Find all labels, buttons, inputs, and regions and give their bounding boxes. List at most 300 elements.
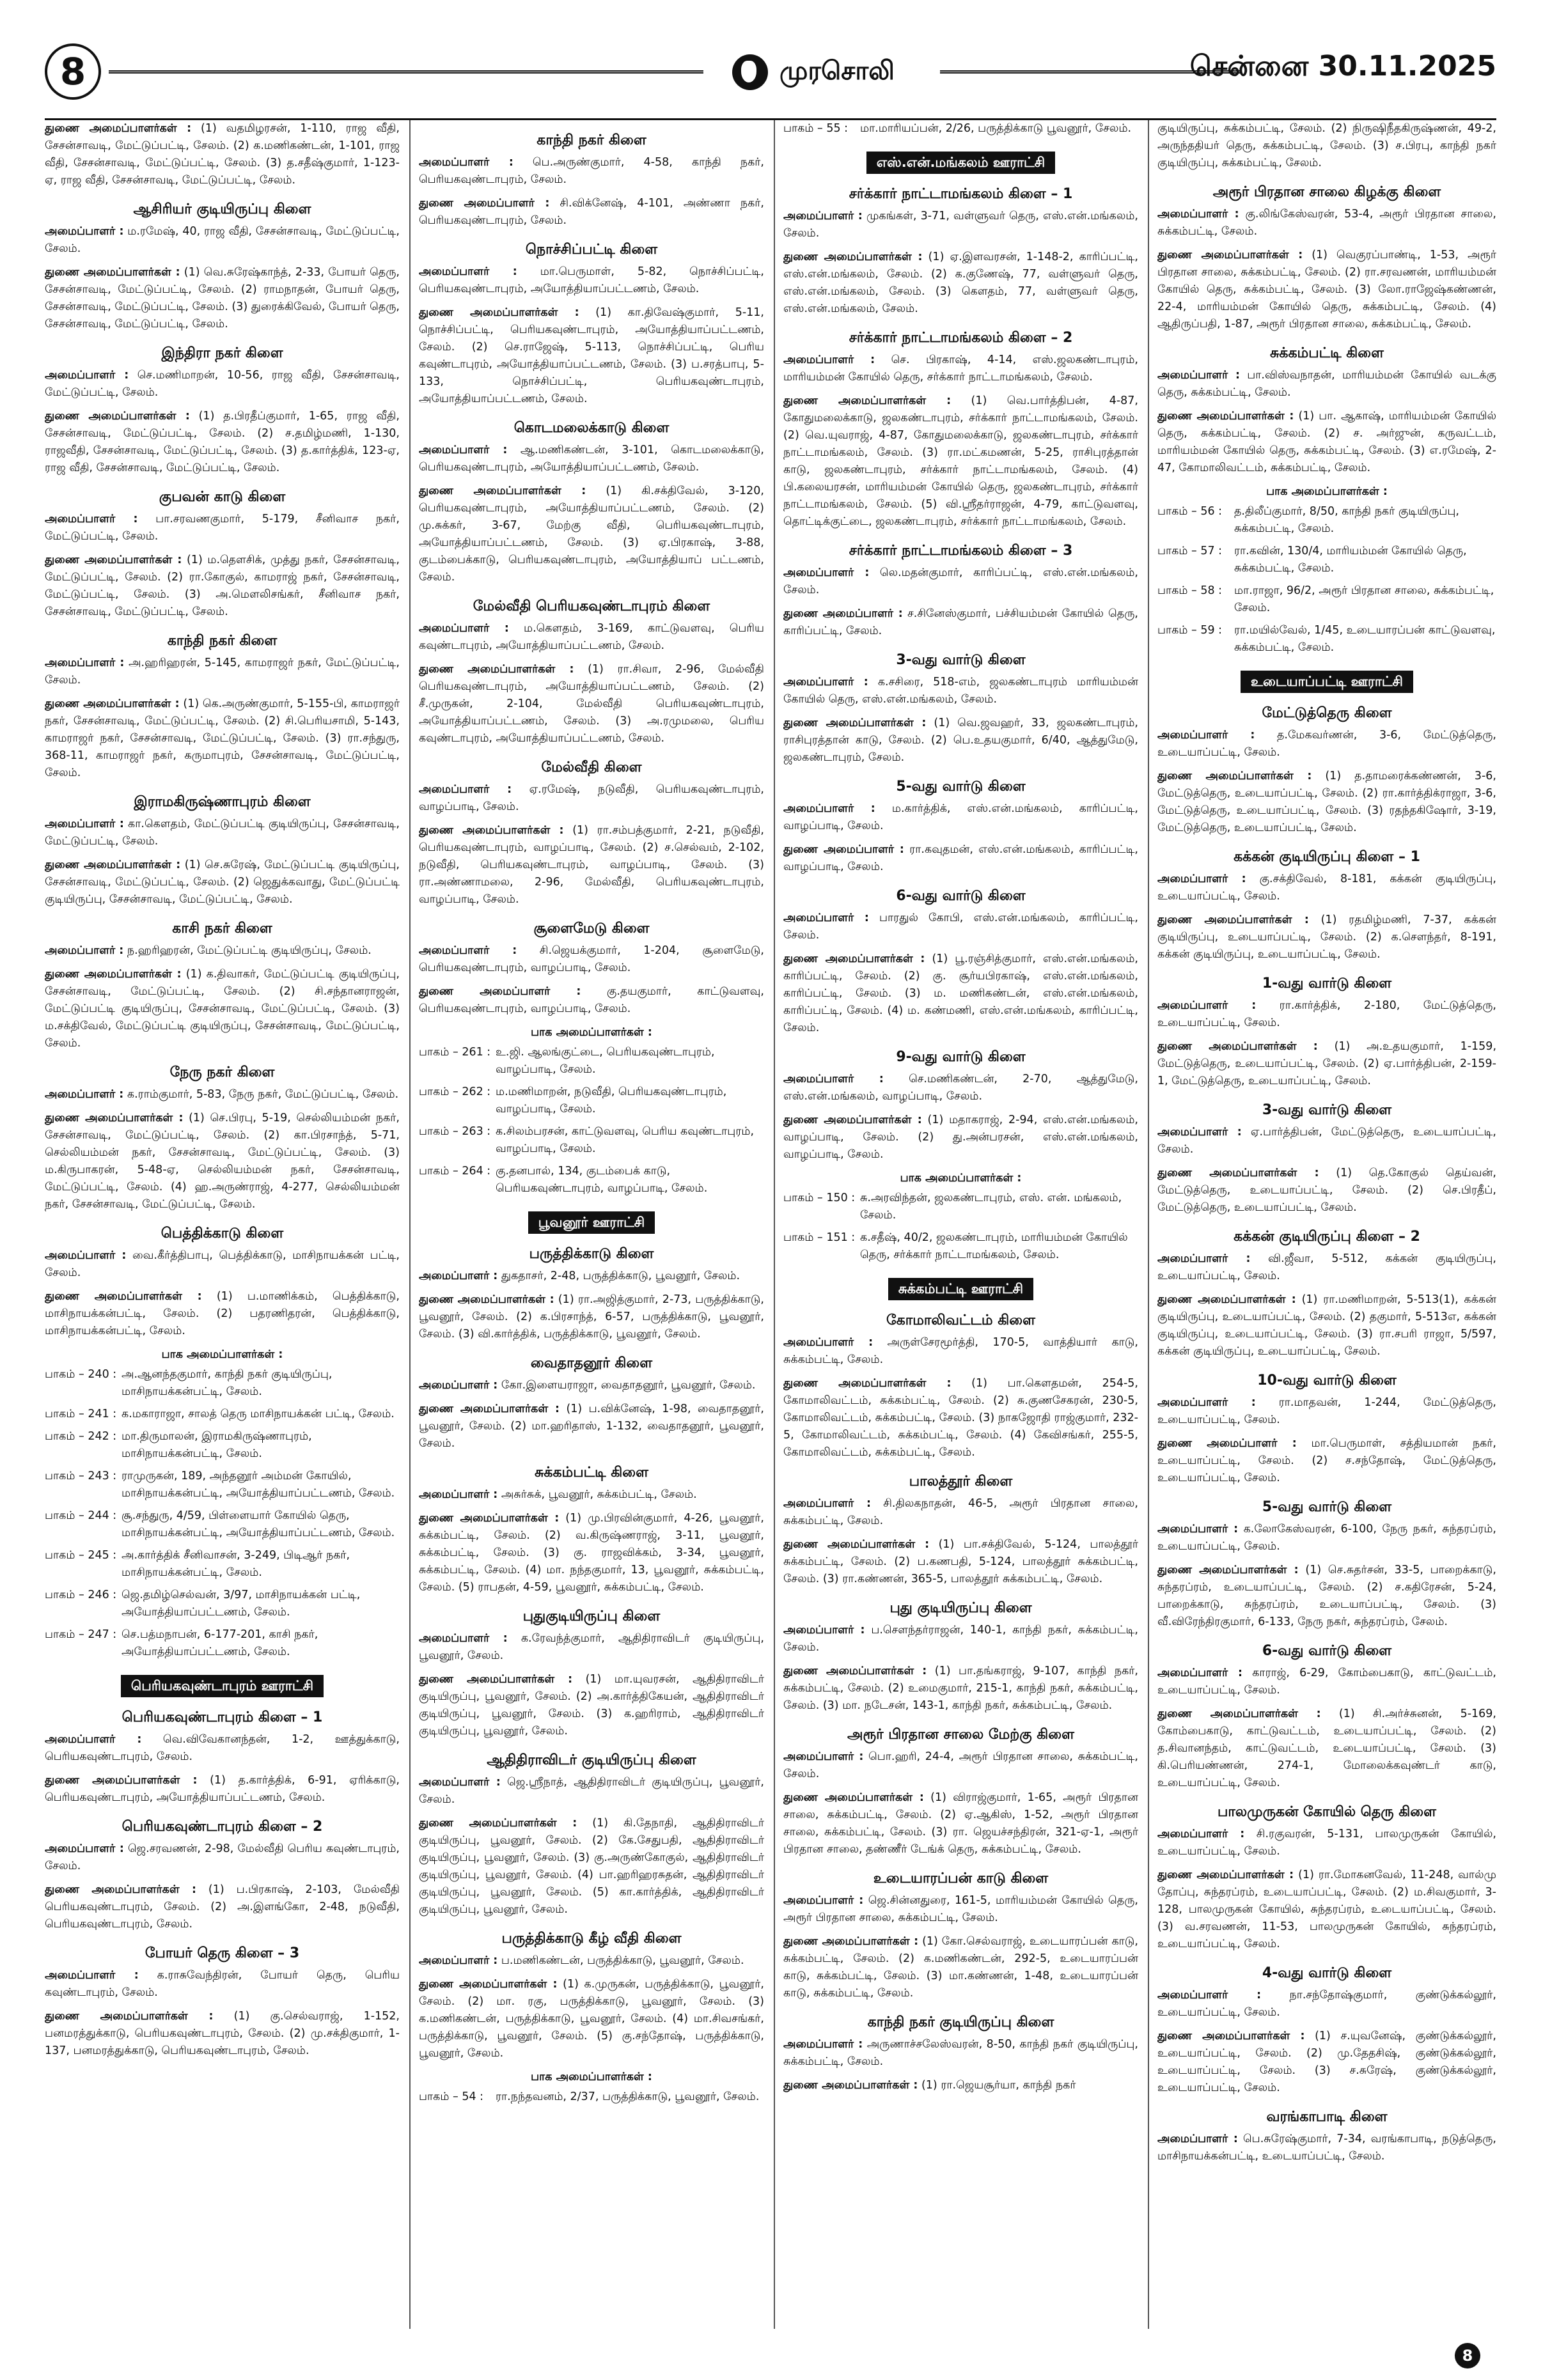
entry <box>45 1110 400 1213</box>
entry <box>45 816 400 850</box>
section-heading: நொச்சிப்பட்டி கிளை <box>525 242 658 258</box>
role-label: துணை அமைப்பாளர்கள் : <box>45 968 182 981</box>
section-heading: சுக்கம்பட்டி கிளை <box>535 1465 648 1481</box>
role-label: அமைப்பாளர் : <box>1157 1126 1242 1139</box>
booth-organizer: சு.அரவிந்தன், ஜலகண்டாபுரம், எஸ். என். மங்கலம், சேலம். <box>860 1192 1122 1222</box>
role-label: அமைப்பாளர் : <box>45 1088 124 1101</box>
entry <box>1157 2131 1496 2165</box>
role-label: துணை அமைப்பாளர்கள் : <box>783 717 927 729</box>
role-label: துணை அமைப்பாளர் : <box>783 843 904 856</box>
booth-organizer: மா.ராஜா, 96/2, அரூர் பிரதான சாலை, சுக்கம்பட்டி, சேலம். <box>1234 584 1494 614</box>
booth-number: பாகம் – 243 : <box>45 1470 117 1482</box>
entry <box>45 367 400 401</box>
entry <box>1157 206 1496 240</box>
entry <box>419 781 764 816</box>
entry-text: (1) ரா.சம்பத்குமார், 2-21, நடுவீதி, பெரியகவுண்டாபுரம், வாழப்பாடி, சேலம். (2) ச.செல்வம், 2-102, நடுவீதி, பெரியகவுண்டாபுரம், வாழப்பாடி, சேலம். (3) ரா.அண்ணாமலை, 2-96, மேல்வீதி, பெரியகவுண்டாபுரம், வாழப்பாடி, சேலம். <box>419 824 764 906</box>
role-label: அமைப்பாளர் : <box>45 657 125 669</box>
role-label: துணை அமைப்பாளர்கள் : <box>783 953 925 965</box>
entry <box>45 223 400 258</box>
column-divider <box>774 120 775 2329</box>
role-label: துணை அமைப்பாளர்கள் : <box>45 1112 184 1124</box>
entry <box>45 1731 400 1766</box>
role-label: துணை அமைப்பாளர்கள் : <box>783 394 952 407</box>
entry-text: ஜெ.ஸ்ரீநாத், ஆதிதிராவிடர் குடியிருப்பு, பூவனூர், சேலம். <box>419 1776 764 1806</box>
booth-entry <box>45 1547 400 1582</box>
page-header <box>45 38 1496 105</box>
booth-number: பாகம் – 241 : <box>45 1408 117 1420</box>
section-heading: காசி நகர் கிளை <box>172 921 272 937</box>
role-label: துணை அமைப்பாளர்கள் : <box>1157 1564 1299 1576</box>
entry-text: நா.சந்தோஷ்குமார், குண்டுக்கல்லூர், உடையாப்பட்டி, சேலம். <box>1157 1989 1496 2019</box>
entry-text: க.ரேவந்த்குமார், ஆதிதிராவிடர் குடியிருப்பு, பூவனூர், சேலம். <box>419 1632 764 1662</box>
role-label: அமைப்பாளர் : <box>419 1270 498 1282</box>
section-heading: கோமாலிவட்டம் கிளை <box>886 1312 1035 1328</box>
entry-text: வெ.விவேகானந்தன், 1-2, ஊத்துக்காடு, பெரியகவுண்டாபுரம், சேலம். <box>45 1733 400 1763</box>
role-label: துணை அமைப்பாளர்கள் : <box>783 251 923 263</box>
role-label: அமைப்பாளர் : <box>1157 1252 1251 1265</box>
role-label: அமைப்பாளர் : <box>419 444 508 456</box>
role-label: அமைப்பாளர் : <box>45 513 138 525</box>
entry-text: அ.ஹரிஹரன், 5-145, காமராஜர் நகர், மேட்டுப்பட்டி, சேலம். <box>45 657 400 687</box>
entry-text: (1) மதாகராஜ், 2-94, எஸ்.என்.மங்கலம், வாழப்பாடி, சேலம். (2) து.அன்பரசன், எஸ்.என்.மங்கலம், வாழப்பாடி, சேலம். <box>783 1114 1138 1161</box>
booth-entry <box>45 1468 400 1502</box>
section-heading: கொடமலைக்காடு கிளை <box>513 420 670 436</box>
entry-text: பா.விஸ்வநாதன், மாரியம்மன் கோயில் வடக்கு தெரு, சுக்கம்பட்டி, சேலம். <box>1157 369 1496 399</box>
entry <box>1157 1665 1496 1699</box>
column-3 <box>783 120 1138 2329</box>
section-heading: 5-வது வார்டு கிளை <box>896 779 1026 795</box>
entry-text: (1) கெ.அருண்குமார், 5-155-பி, காமராஜர் நகர், சேசன்சாவடி, மேட்டுப்பட்டி, சேலம். (2) சி.பெரியசாமி, 5-143, காமராஜர் நகர், சேசன்சாவடி, மேட்டுப்பட்டி, சேலம். (3) ரா.சந்துரு, 368-11, காமராஜர் நகர், கருமாபுரம், சேசன்சாவடி, மேட்டுப்பட்டி, சேலம். <box>45 697 400 779</box>
entry-text: ரா.மாதவன், 1-244, மேட்டுத்தெரு, உடையாப்பட்டி, சேலம். <box>1157 1396 1496 1426</box>
entry-text: குடியிருப்பு, சுக்கம்பட்டி, சேலம். (2) நிருஷிநீதகிருஷ்ணன், 49-2, அருந்ததியர் தெரு, சுக்கம்பட்டி, சேலம். (3) ச.பிரபு, காந்தி நகர் குடியிருப்பு, சுக்கம்பட்டி, சேலம். <box>1157 122 1496 169</box>
entry <box>783 1622 1138 1656</box>
booth-organizer: செ.பத்மநாபன், 6-177-201, காசி நகர், அயோத்தியாப்பட்டணம், சேலம். <box>121 1628 318 1658</box>
entry-text: (1) பா. ஆகாஷ், மாரியம்மன் கோயில் தெரு, சுக்கம்பட்டி, சேலம். (2) ச. அர்ஜுன், கருவட்டம், மாரியம்மன் கோயில் தெரு, சுக்கம்பட்டி, சேலம். (3) எ.ரமேஷ், 2-47, கோமாலிவட்டம், சுக்கம்பட்டி, சேலம். <box>1157 410 1496 474</box>
entry-text: த.மேகவர்ணன், 3-6, மேட்டுத்தெரு, உடையாப்பட்டி, சேலம். <box>1157 729 1496 759</box>
entry-text: (1) கி.தேநாதி, ஆதிதிராவிடர் குடியிருப்பு, பூவனூர், சேலம். (2) கே.சேதுபதி, ஆதிதிராவிடர் குடியிருப்பு, பூவனூர், சேலம். (3) கு.அருண்கோகுல், ஆதிதிராவிடர் குடியிருப்பு, பூவனூர், சேலம். (4) பா.ஹரிஹரசுதன், ஆதிதிராவிடர் குடியிருப்பு, பூவனூர், சேலம். (5) கா.கார்த்திக், ஆதிதிராவிடர் குடியிருப்பு, பூவனூர், சேலம். <box>419 1817 764 1916</box>
booth-entry <box>45 1366 400 1401</box>
entry <box>419 1952 764 1970</box>
entry <box>783 1933 1138 2002</box>
booth-entry <box>45 1587 400 1621</box>
section-heading: அரூர் பிரதான சாலை மேற்கு கிளை <box>847 1727 1074 1743</box>
section-heading: குபவன் காடு கிளை <box>159 489 286 505</box>
role-label: துணை அமைப்பாளர்கள் : <box>419 306 579 319</box>
entry-text: பெ.அருண்குமார், 4-58, காந்தி நகர், பெரியகவுண்டாபுரம், சேலம். <box>419 156 764 186</box>
role-label: அமைப்பாளர் : <box>1157 729 1255 742</box>
entry-text: (1) வெ.ஜவஹர், 33, ஜலகண்டாபுரம், ராசிபுரத்தான் காடு, சேலம். (2) பெ.உதயகுமார், 6/40, ஆத்துமேடு, ஜலகண்டாபுரம், சேலம். <box>783 717 1138 764</box>
entry-text: (1) பா.சக்திவேல், 5-124, பாலத்தூர் சுக்கம்பட்டி, சேலம். (2) ப.கணபதி, 5-124, பாலத்தூர் சுக்கம்பட்டி, சேலம். (3) ரா.கண்ணன், 365-5, பாலத்தூர் சுக்கம்பட்டி, சேலம். <box>783 1538 1138 1585</box>
role-label: அமைப்பாளர் : <box>419 783 512 796</box>
section-heading: போயர் தெரு கிளை – 3 <box>145 1945 300 1961</box>
booth-entry <box>419 1084 764 1118</box>
entry <box>1157 367 1496 401</box>
entry <box>419 442 764 476</box>
booth-number: பாகம் – 151 : <box>783 1231 856 1244</box>
entry <box>1157 1521 1496 1555</box>
column-divider <box>1148 120 1149 2329</box>
entry <box>45 696 400 782</box>
role-label: அமைப்பாளர் : <box>419 1954 498 1967</box>
entry <box>419 1291 764 1343</box>
role-label: அமைப்பாளர் : <box>1157 1828 1245 1840</box>
role-label: துணை அமைப்பாளர்கள் : <box>419 663 574 676</box>
role-label: துணை அமைப்பாளர்கள் : <box>419 1673 573 1686</box>
entry <box>45 511 400 545</box>
booth-organizer: கு.தனபால், 134, குடம்பைக் காடு, பெரியகவுண்டாபுரம், வாழப்பாடி, சேலம். <box>496 1165 708 1195</box>
entry-text: (1) பூ.ரஞ்சித்குமார், எஸ்.என்.மங்கலம், காரிப்பட்டி, சேலம். (2) கு. சூர்யபிரகாஷ், எஸ்.என்.மங்கலம், காரிப்பட்டி, சேலம். (3) ம. மணிகண்டன், எஸ்.என்.மங்கலம், காரிப்பட்டி, சேலம். (4) ம. கண்மணி, எஸ்.என்.மங்கலம், காரிப்பட்டி, சேலம். <box>783 953 1138 1034</box>
role-label: துணை அமைப்பாளர்கள் : <box>1157 1293 1296 1306</box>
section-heading: புது குடியிருப்பு கிளை <box>889 1600 1032 1616</box>
entry <box>419 1976 764 2062</box>
section-heading: மேட்டுத்தெரு கிளை <box>1262 705 1392 721</box>
entry-text: (1) வெ.சுரேஷ்காந்த், 2-33, போயர் தெரு, சேசன்சாவடி, மேட்டுப்பட்டி, சேலம். (2) ராமநாதன், போயர் தெரு, சேசன்சாவடி, மேட்டுப்பட்டி, சேலம். (3) துரைக்கிவேல், போயர் தெரு, சேசன்சாவடி, மேட்டுப்பட்டி, சேலம். <box>45 266 400 331</box>
entry <box>783 352 1138 386</box>
section-heading: சர்க்கார் நாட்டாமங்கலம் கிளை – 1 <box>849 186 1073 202</box>
entry <box>419 1268 764 1285</box>
section-heading: வைதாதனூர் கிளை <box>530 1355 653 1371</box>
entry-text: (1) ரதமிழ்மணி, 7-37, கக்கன் குடியிருப்பு, உடையாப்பட்டி, சேலம். (2) க.செளந்தர், 8-191, கக்கன் குடியிருப்பு, உடையாப்பட்டி, சேலம். <box>1157 914 1496 961</box>
panchayat-banner: எஸ்.என்.மங்கலம் ஊராட்சி <box>866 152 1055 174</box>
role-label: துணை அமைப்பாளர்கள் : <box>419 485 586 497</box>
entry <box>783 564 1138 599</box>
entry-text: பெ.சுரேஷ்குமார், 7-34, வரங்காபாடி, நடுத்தெரு, மாசிநாயக்கன்பட்டி, உடையாப்பட்டி, சேலம். <box>1157 2133 1496 2163</box>
entry-text: ப.மணிகண்டன், பருத்திக்காடு, பூவனூர், சேலம். <box>501 1954 744 1967</box>
section-heading: பருத்திக்காடு கீழ் வீதி கிளை <box>501 1931 682 1947</box>
paper-name: முரசொலி <box>779 56 895 86</box>
role-label: துணை அமைப்பாளர்கள் : <box>419 824 564 837</box>
entry-text: (1) பா.தங்கராஜ், 9-107, காந்தி நகர், சுக்கம்பட்டி, சேலம். (2) உமைகுமார், 215-1, காந்தி நகர், சுக்கம்பட்டி, சேலம். (3) மா. நடேசன், 143-1, காந்தி நகர், சுக்கம்பட்டி, சேலம். <box>783 1665 1138 1712</box>
section-heading: இந்திரா நகர் கிளை <box>161 345 283 361</box>
entry <box>783 715 1138 766</box>
role-label: துணை அமைப்பாளர்கள் : <box>45 122 192 135</box>
entry <box>1157 1165 1496 1217</box>
entry-text: (1) அ.உதயகுமார், 1-159, மேட்டுத்தெரு, உடையாப்பட்டி, சேலம். (2) ஏ.பார்த்திபன், 2-159-1, மேட்டுத்தெரு, உடையாப்பட்டி, சேலம். <box>1157 1040 1496 1087</box>
entry-text: செ. பிரகாஷ், 4-14, எஸ்.ஜலகண்டாபுரம், மாரியம்மன் கோயில் தெரு, சர்க்கார் நாட்டாமங்கலம், சேலம். <box>783 354 1138 384</box>
entry <box>1157 1394 1496 1429</box>
entry-text: பா.சரவணகுமார், 5-179, சீனிவாச நகர், மேட்டுப்பட்டி, சேலம். <box>45 513 400 543</box>
entry <box>783 841 1138 876</box>
role-label: அமைப்பாளர் : <box>783 1624 865 1637</box>
section-heading: சர்க்கார் நாட்டாமங்கலம் கிளை – 3 <box>849 543 1073 559</box>
section-heading: 6-வது வார்டு கிளை <box>896 888 1026 904</box>
entry <box>45 942 400 960</box>
booth-organizer: ரா.கவின், 130/4, மாரியம்மன் கோயில் தெரு, சுக்கம்பட்டி, சேலம். <box>1234 545 1467 575</box>
entry-text: ஜெ.சின்னதுரை, 161-5, மாரியம்மன் கோயில் தெரு, அரூர் பிரதான சாலை, சுக்கம்பட்டி, சேலம். <box>783 1894 1138 1924</box>
entry-text: (1) க.திவாகர், மேட்டுப்பட்டி குடியிருப்பு, சேசன்சாவடி, மேட்டுப்பட்டி, சேலம். (2) சி.சந்தானராஜன், மேட்டுப்பட்டி குடியிருப்பு, சேசன்சாவடி, மேட்டுப்பட்டி, சேலம். (3) ம.சக்திவேல், மேட்டுப்பட்டி குடியிருப்பு, சேசன்சாவடி, மேட்டுப்பட்டி, சேலம். <box>45 968 400 1050</box>
section-heading: ஆசிரியர் குடியிருப்பு கிளை <box>133 201 311 217</box>
role-label: துணை அமைப்பாளர்கள் : <box>45 266 180 279</box>
booth-number: பாகம் – 57 : <box>1157 545 1223 557</box>
entry-text: க.ராம்குமார், 5-83, நேரு நகர், மேட்டுப்பட்டி, சேலம். <box>127 1088 399 1101</box>
role-label: துணை அமைப்பாளர்கள் : <box>419 1817 577 1830</box>
entry <box>419 154 764 189</box>
booth-number: பாகம் – 56 : <box>1157 505 1223 518</box>
role-label: அமைப்பாளர் : <box>783 1894 864 1907</box>
section-heading: பெரியகவுண்டாபுரம் கிளை – 1 <box>121 1709 323 1725</box>
role-label: அமைப்பாளர் : <box>45 1249 127 1262</box>
role-label: துணை அமைப்பாளர்கள் : <box>783 1377 952 1390</box>
entry-text: (1) கி.சக்திவேல், 3-120, பெரியகவுண்டாபுரம், அயோத்தியாப்பட்டணம், சேலம். (2) மு.சுக்கர், 3-67, மேற்கு வீதி, பெரியகவுண்டாபுரம், அயோத்தியாப்பட்டணம், சேலம். (3) ஏ.பிரகாஷ், 3-88, குடம்பைக்காடு, பெரியகவுண்டாபுரம், அயோத்தியாப் பட்டணம், சேலம். <box>419 485 764 584</box>
entry <box>1157 1867 1496 1953</box>
entry-text: (1) தெ.கோகுல் தெய்வன், மேட்டுத்தெரு, உடையாப்பட்டி, சேலம். (2) செ.பிரதீப், மேட்டுத்தெரு, உடையாப்பட்டி, சேலம். <box>1157 1167 1496 1214</box>
entry <box>1157 997 1496 1032</box>
column-4 <box>1157 120 1496 2329</box>
entry <box>1157 871 1496 905</box>
entry <box>419 1630 764 1665</box>
booth-organizer: அ.ஆனந்தகுமார், காந்தி நகர் குடியிருப்பு, மாசிநாயக்கன்பட்டி, சேலம். <box>121 1368 333 1398</box>
role-label: துணை அமைப்பாளர்கள் : <box>1157 1040 1318 1053</box>
section-heading: உடையாரப்பன் காடு கிளை <box>873 1871 1049 1886</box>
header-rule-left <box>109 70 703 74</box>
role-label: அமைப்பாளர் : <box>1157 1989 1262 2002</box>
booth-number: பாகம் – 150 : <box>783 1192 856 1204</box>
entry <box>45 655 400 689</box>
role-label: அமைப்பாளர் : <box>1157 1667 1242 1679</box>
entry <box>783 951 1138 1037</box>
column-1 <box>45 120 400 2329</box>
role-label: துணை அமைப்பாளர்கள் : <box>783 1791 924 1804</box>
entry-text: (1) ச.யுவனேஷ், குண்டுக்கல்லூர், உடையாப்பட்டி, சேலம். (2) மு.தேதசிஷ், குண்டுக்கல்லூர், உடையாப்பட்டி, சேலம். (3) ச.சுரேஷ், குண்டுக்கல்லூர், உடையாப்பட்டி, சேலம். <box>1157 2030 1496 2094</box>
booth-list-heading: பாக அமைப்பாளர்கள் : <box>161 1348 283 1361</box>
section-heading: ஆதிதிராவிடர் குடியிருப்பு கிளை <box>487 1752 696 1768</box>
entry-text: கு.தயகுமார், காட்டுவளவு, பெரியகவுண்டாபுரம், வாழப்பாடி, சேலம். <box>419 985 764 1015</box>
entry-text: துகதாசர், 2-48, பருத்திக்காடு, பூவனூர், சேலம். <box>501 1270 740 1282</box>
entry <box>783 2077 1138 2094</box>
role-label: அமைப்பாளர் : <box>1157 208 1239 221</box>
role-label: அமைப்பாளர் : <box>783 802 875 815</box>
entry <box>783 1112 1138 1163</box>
entry-text: மா.பெருமாள், சத்தியமான் நகர், உடையாப்பட்டி, சேலம். (2) ச.சந்தோஷ், மேட்டுத்தெரு, உடையாப்பட்டி, சேலம். <box>1157 1437 1496 1484</box>
booth-entry <box>45 1507 400 1542</box>
role-label: அமைப்பாளர் : <box>1157 1523 1239 1536</box>
entry-text: காராஜ், 6-29, கோம்பைகாடு, காட்டுவட்டம், உடையாப்பட்டி, சேலம். <box>1157 1667 1496 1697</box>
booth-number: பாகம் – 247 : <box>45 1628 117 1641</box>
booth-entry <box>45 1428 400 1463</box>
entry <box>783 800 1138 835</box>
role-label: அமைப்பாளர் : <box>419 622 509 635</box>
entry-text: (1) வதமிழரசன், 1-110, ராஜ வீதி, சேசன்சாவடி, மேட்டுப்பட்டி, சேலம். (2) க.மணிகண்டன், 1-101, ராஜ வீதி, சேசன்சாவடி, மேட்டுப்பட்டி, சேலம். (3) த.சதீஷ்குமார், 1-123-ஏ, ராஜ வீதி, சேசன்சாவடி, மேட்டுப்பட்டி, சேலம். <box>45 122 400 187</box>
entry <box>45 408 400 477</box>
booth-list-heading: பாக அமைப்பாளர்கள் : <box>900 1172 1022 1185</box>
panchayat-banner: சுக்கம்பட்டி ஊராட்சி <box>888 1278 1033 1300</box>
booth-entry <box>1157 582 1496 617</box>
section-heading: அரூர் பிரதான சாலை கிழக்கு கிளை <box>1212 184 1441 200</box>
entry-text: (1) த.தாமரைக்கண்ணன், 3-6, மேட்டுத்தெரு, உடையாப்பட்டி, சேலம். (2) ரா.கார்த்திக்ராஜா, 3-6, மேட்டுத்தெரு, உடையாப்பட்டி, சேலம். (3) ரதந்தகிஷோர், 3-19, மேட்டுத்தெரு, உடையாப்பட்டி, சேலம். <box>1157 770 1496 834</box>
entry-text: (1) மா.யுவரசன், ஆதிதிராவிடர் குடியிருப்பு, பூவனூர், சேலம். (2) அ.கார்த்திகேயன், ஆதிதிராவிடர் குடியிருப்பு, பூவனூர், சேலம். (3) க.ஹரிராம், ஆதிதிராவிடர் குடியிருப்பு, பூவனூர், சேலம். <box>419 1673 764 1738</box>
section-heading: பாலத்தூர் கிளை <box>909 1474 1013 1489</box>
entry <box>45 264 400 333</box>
entry-text: (1) த.கார்த்திக், 6-91, ஏரிக்காடு, பெரியகவுண்டாபுரம், அயோத்தியாப்பட்டணம், சேலம். <box>45 1774 400 1804</box>
entry <box>783 208 1138 242</box>
section-heading: 6-வது வார்டு கிளை <box>1262 1643 1392 1659</box>
entry <box>783 1495 1138 1530</box>
section-heading: புதுகுடியிருப்பு கிளை <box>522 1608 661 1624</box>
entry-text: வை.கீர்த்திபாபு, பெத்திக்காடு, மாசிநாயக்கன் பட்டி, சேலம். <box>45 1249 400 1279</box>
booth-entry <box>783 1190 1138 1224</box>
role-label: அமைப்பாளர் : <box>45 1842 124 1855</box>
entry-text: (1) மு.பிரவின்குமார், 4-26, பூவனூர், சுக்கம்பட்டி, சேலம். (2) வ.கிருஷ்ணராஜ், 3-11, பூவனூர், சுக்கம்பட்டி, சேலம். (3) கு. ராஜவிக்கம், 3-34, பூவனூர், சுக்கம்பட்டி, சேலம். (4) மா. நந்தகுமார், 13, பூவனூர், சுக்கம்பட்டி, சேலம். (5) ராபதன், 4-59, பூவனூர், சுக்கம்பட்டி, சேலம். <box>419 1512 764 1594</box>
entry-text: ம.ரமேஷ், 40, ராஜ வீதி, சேசன்சாவடி, மேட்டுப்பட்டி, சேலம். <box>45 225 400 255</box>
panchayat-banner: பூவனூர் ஊராட்சி <box>528 1211 655 1234</box>
section-heading: சுக்கம்பட்டி கிளை <box>1270 345 1384 361</box>
entry <box>783 2036 1138 2071</box>
entry <box>1157 768 1496 837</box>
entry-text: (1) கு.செல்வராஜ், 1-152, பனமரத்துக்காடு, பெரியகவுண்டாபுரம், சேலம். (2) மு.சக்திகுமார், 1-137, பனமரத்துக்காடு, பெரியகவுண்டாபுரம், சேலம். <box>45 2010 400 2057</box>
entry <box>783 1748 1138 1783</box>
role-label: அமைப்பாளர் : <box>45 818 124 830</box>
booth-entry <box>783 120 1138 137</box>
entry-text: ப.செளந்தர்ராஜன், 140-1, காந்தி நகர், சுக்கம்பட்டி, சேலம். <box>783 1624 1138 1654</box>
entry <box>1157 120 1496 172</box>
role-label: துணை அமைப்பாளர்கள் : <box>783 1114 922 1126</box>
role-label: அமைப்பாளர் : <box>419 156 513 169</box>
entry-text: முகங்கள், 3-71, வள்ளுவர் தெரு, எஸ்.என்.மங்கலம், சேலம். <box>783 210 1138 240</box>
entry-text: கா.கௌதம், மேட்டுப்பட்டி குடியிருப்பு, சேசன்சாவடி, மேட்டுப்பட்டி, சேலம். <box>45 818 400 848</box>
booth-organizer: மா.மாரியப்பன், 2/26, பருத்திக்காடு பூவனூர், சேலம். <box>860 122 1132 135</box>
entry-text: (1) வெ.பார்த்திபன், 4-87, கோதுமலைக்காடு, ஜலகண்டாபுரம், சர்க்கார் நாட்டாமங்கலம், சேலம். (2) வெ.யுவராஜ், 4-87, கோதுமலைக்காடு, ஜலகண்டாபுரம், சர்க்கார் நாட்டாமங்கலம், சேலம். (3) ரா.மட்கமணன், 5-25, ராசிபுரத்தான் காடு, ஜலகண்டாபுரம், சர்க்கார் நாட்டாமங்கலம், சேலம். (4) பி.கலையரசன், மாரியம்மன் கோயில் தெரு, ஜலகண்டாபுரம், சர்க்கார் நாட்டாமங்கலம், சேலம். (5) வி.ஸ்ரீதர்ராஜன், 4-79, காட்டுவளவு, தொட்டிக்குட்டை, ஜலகண்டாபுரம், சர்க்கார் நாட்டாமங்கலம், சேலம். <box>783 394 1138 528</box>
role-label: துணை அமைப்பாளர்கள் : <box>45 1290 202 1303</box>
role-label: அமைப்பாளர் : <box>419 1776 501 1789</box>
booth-organizer: ஜெ.தமிழ்செல்வன், 3/97, மாசிநாயக்கன் பட்டி, அயோத்தியாப்பட்டணம், சேலம். <box>121 1589 361 1619</box>
entry-text: சி.விக்னேஷ், 4-101, அண்ணா நகர், பெரியகவுண்டாபுரம், சேலம். <box>419 197 764 227</box>
panchayat-banner: பெரியகவுண்டாபுரம் ஊராட்சி <box>121 1675 324 1697</box>
role-label: துணை அமைப்பாளர்கள் : <box>783 2079 918 2092</box>
entry <box>419 661 764 747</box>
booth-number: பாகம் – 58 : <box>1157 584 1223 597</box>
booth-entry <box>419 1044 764 1078</box>
section-heading: வரங்காபாடி கிளை <box>1266 2109 1388 2125</box>
role-label: துணை அமைப்பாளர் : <box>419 197 550 210</box>
booth-list-heading: பாக அமைப்பாளர்கள் : <box>1266 485 1388 498</box>
booth-number: பாகம் – 263 : <box>419 1125 491 1138</box>
role-label: துணை அமைப்பாளர்கள் : <box>783 1935 919 1948</box>
section-heading: 4-வது வார்டு கிளை <box>1262 1965 1392 1981</box>
entry-text: ஏ.பார்த்திபன், மேட்டுத்தெரு, உடையாப்பட்டி, சேலம். <box>1157 1126 1496 1156</box>
role-label: அமைப்பாளர் : <box>45 1969 139 1982</box>
role-label: அமைப்பாளர் : <box>1157 999 1257 1012</box>
booth-organizer: மா.திருமாலன், இராமகிருஷ்ணாபுரம், மாசிநாயக்கன்பட்டி, சேலம். <box>121 1430 312 1460</box>
entry <box>419 304 764 408</box>
entry-text: ரா.கவுதமன், எஸ்.என்.மங்கலம், காரிப்பட்டி, வாழப்பாடி, சேலம். <box>783 843 1138 873</box>
entry-text: ச.சினேஸ்குமார், பச்சியம்மன் கோயில் தெரு, காரிப்பட்டி, சேலம். <box>783 607 1138 637</box>
entry <box>1157 2028 1496 2097</box>
entry <box>45 1288 400 1340</box>
article-body <box>45 118 1496 2338</box>
entry-text: கு.சக்திவேல், 8-181, கக்கன் குடியிருப்பு, உடையாப்பட்டி, சேலம். <box>1157 873 1496 903</box>
entry-text: (1) செ.பிரபு, 5-19, செல்லியம்மன் நகர், சேசன்சாவடி, மேட்டுப்பட்டி, சேலம். (2) கா.பிரசாந்த், 5-71, செல்லியம்மன் நகர், சேசன்சாவடி, மேட்டுப்பட்டி, சேலம். (3) ம.கிருபாகரன், 5-48-ஏ, செல்லியம்மன் நகர், சேசன்சாவடி, மேட்டுப்பட்டி, சேலம். (4) ஹ.அருண்ராஜ், 4-277, செல்லியம்மன் நகர், சேசன்சாவடி, மேட்டுப்பட்டி, சேலம். <box>45 1112 400 1211</box>
entry <box>45 857 400 908</box>
entry-text: ம.கௌதம், 3-169, காட்டுவளவு, பெரிய கவுண்டாபுரம், அயோத்தியாப்பட்டணம், சேலம். <box>419 622 764 652</box>
booth-organizer: உ.ஜி. ஆலங்குட்டை, பெரியகவுண்டாபுரம், வாழப்பாடி, சேலம். <box>496 1046 715 1076</box>
role-label: துணை அமைப்பாளர்கள் : <box>1157 1707 1321 1720</box>
entry <box>45 1772 400 1807</box>
entry <box>1157 1435 1496 1487</box>
entry-text: (1) வெகுரப்பாண்டி, 1-53, அரூர் பிரதான சாலை, சுக்கம்பட்டி, சேலம். (2) ரா.சரவணன், மாரியம்மன் கோயில் தெரு, சுக்கம்பட்டி, சேலம். (3) லோ.ராஜேஷ்கண்ணன், 22-4, மாரியம்மன் கோயில் தெரு, சுக்கம்பட்டி, சேலம். (4) ஆதிருப்பதி, 1-87, அரூர் பிரதான சாலை, சுக்கம்பட்டி, சேலம். <box>1157 249 1496 331</box>
entry-text: (1) கா.திவேஷ்குமார், 5-11, நொச்சிப்பட்டி, பெரியகவுண்டாபுரம், அயோத்தியாப்பட்டணம், சேலம். (2) செ.ராஜேஷ், 5-113, நொச்சிப்பட்டி, பெரிய கவுண்டாபுரம், அயோத்தியாப்பட்டணம், சேலம். (3) ப.சரத்பாபு, 5-133, நொச்சிப்பட்டி, பெரியகவுண்டாபுரம், அயோத்தியாப்பட்டணம், சேலம். <box>419 306 764 405</box>
role-label: அமைப்பாளர் : <box>1157 873 1246 885</box>
booth-entry <box>419 2088 764 2106</box>
section-heading: மேல்வீதி பெரியகவுண்டாபுரம் கிளை <box>473 598 710 614</box>
entry-text: (1) ரா.மணிமாறன், 5-513(1), கக்கன் குடியிருப்பு, உடையாப்பட்டி, சேலம். (2) தகுமார், 5-513எ, கக்கன் குடியிருப்பு, உடையாப்பட்டி, சேலம். (3) ரா.சபரி ராஜா, 5/597, கக்கன் குடியிருப்பு, உடையாப்பட்டி, சேலம். <box>1157 1293 1496 1358</box>
role-label: அமைப்பாளர் : <box>419 944 517 957</box>
role-label: அமைப்பாளர் : <box>783 354 875 366</box>
entry <box>1157 1826 1496 1860</box>
role-label: அமைப்பாளர் : <box>1157 1396 1256 1409</box>
entry <box>783 1536 1138 1588</box>
entry-text: ந.ஹரிஹரன், மேட்டுப்பட்டி குடியிருப்பு, சேலம். <box>127 944 372 957</box>
role-label: அமைப்பாளர் : <box>783 210 863 222</box>
entry-text: அருள்சேரமூர்த்தி, 170-5, வாத்தியார் காடு, சுக்கம்பட்டி, சேலம். <box>783 1336 1138 1366</box>
booth-entry <box>1157 543 1496 577</box>
entry <box>419 1377 764 1394</box>
role-label: துணை அமைப்பாளர்கள் : <box>783 1538 930 1551</box>
entry <box>783 393 1138 531</box>
role-label: துணை அமைப்பாளர்கள் : <box>1157 914 1309 926</box>
role-label: அமைப்பாளர் : <box>419 1632 508 1645</box>
entry-text: ரா.கார்த்திக், 2-180, மேட்டுத்தெரு, உடையாப்பட்டி, சேலம். <box>1157 999 1496 1029</box>
entry-text: சி.ஜெயக்குமார், 1-204, சூளைமேடு, பெரியகவுண்டாபுரம், வாழப்பாடி, சேலம். <box>419 944 764 974</box>
entry-text: (1) கோ.செல்வராஜ், உடையாரப்பன் காடு, சுக்கம்பட்டி, சேலம். (2) க.மணிகண்டன், 292-5, உடையாரப்பன் காடு, சுக்கம்பட்டி, சேலம். (3) மா.கண்ணன், 1-48, உடையாரப்பன் காடு, சுக்கம்பட்டி, சேலம். <box>783 1935 1138 2000</box>
role-label: துணை அமைப்பாளர்கள் : <box>1157 249 1303 261</box>
section-heading: கக்கன் குடியிருப்பு கிளை – 2 <box>1234 1229 1420 1245</box>
role-label: துணை அமைப்பாளர்கள் : <box>45 1883 197 1896</box>
role-label: அமைப்பாளர் : <box>45 369 129 382</box>
section-heading: 3-வது வார்டு கிளை <box>896 652 1026 668</box>
entry-text: (1) க.முருகன், பருத்திக்காடு, பூவனூர், சேலம். (2) மா. ரகு, பருத்திக்காடு, பூவனூர், சேலம். (3) க.மணிகண்டன், பருத்திக்காடு, பூவனூர், சேலம். (4) மா.சிவசங்கர், பருத்திக்காடு, பூவனூர், சேலம். (5) கு.சந்தோஷ், பருத்திக்காடு, பூவனூர், சேலம். <box>419 1978 764 2060</box>
entry <box>783 1334 1138 1369</box>
entry-text: (1) ரா.மோகனவேல், 11-248, வால்மு தோப்பு, சுந்தரப்ரம், உடையாப்பட்டி, சேலம். (2) ம.சிவகுமார், 3-128, பாலமுருகன் கோயில், சுந்தரப்ரம், உடையாப்பட்டி, சேலம். (3) வ.சரவணன், 11-53, பாலமுருகன் கோயில், சுந்தரப்ரம், உடையாப்பட்டி, சேலம். <box>1157 1869 1496 1950</box>
booth-organizer: த.திலீப்குமார், 8/50, காந்தி நகர் குடியிருப்பு, சுக்கம்பட்டி, சேலம். <box>1234 505 1459 535</box>
section-heading: சூளைமேடு கிளை <box>533 921 650 937</box>
section-heading: காந்தி நகர் கிளை <box>537 132 646 148</box>
entry <box>783 1789 1138 1858</box>
entry <box>1157 1038 1496 1090</box>
entry-text: (1) பா.கௌதமன், 254-5, கோமாலிவட்டம், சுக்கம்பட்டி, சேலம். (2) சு.குணசேகரன், 230-5, கோமாலிவட்டம், சுக்கம்பட்டி, சேலம். (3) நாகஜோதி ராஜ்குமார், 232-5, கோமாலிவட்டம், சுக்கம்பட்டி, சேலம். (4) கேவிசங்கர், 255-5, கோமாலிவட்டம், சுக்கம்பட்டி, சேலம். <box>783 1377 1138 1459</box>
section-heading: 3-வது வார்டு கிளை <box>1262 1102 1392 1118</box>
role-label: துணை அமைப்பாளர்கள் : <box>1157 1167 1319 1179</box>
entry <box>783 1663 1138 1715</box>
role-label: அமைப்பாளர் : <box>419 1488 498 1501</box>
role-label: துணை அமைப்பாளர்கள் : <box>45 554 182 566</box>
entry <box>1157 1706 1496 1792</box>
section-heading: 9-வது வார்டு கிளை <box>896 1049 1026 1065</box>
entry <box>45 552 400 621</box>
booth-entry <box>45 1626 400 1661</box>
entry <box>45 120 400 189</box>
section-heading: 5-வது வார்டு கிளை <box>1262 1499 1392 1515</box>
booth-number: பாகம் – 262 : <box>419 1085 491 1098</box>
entry-text: (1) செ.சுதர்சன், 33-5, பாறைக்காடு, சுந்தரப்ரம், உடையாப்பட்டி, சேலம். (2) ச.கதிரேசன், 5-24, பாறைக்காடு, சுந்தரப்ரம், உடையாப்பட்டி, சேலம். (3) வீ.விரேந்திரகுமார், 6-133, நேரு நகர், சுந்தரப்ரம், சேலம். <box>1157 1564 1496 1628</box>
entry <box>783 1892 1138 1927</box>
booth-number: பாகம் – 246 : <box>45 1589 117 1601</box>
role-label: துணை அமைப்பாளர்கள் : <box>45 410 190 423</box>
entry <box>419 942 764 977</box>
role-label: அமைப்பாளர் : <box>45 1733 142 1746</box>
booth-entry <box>1157 503 1496 538</box>
role-label: அமைப்பாளர் : <box>783 2038 863 2051</box>
section-heading: இராமகிருஷ்ணாபுரம் கிளை <box>134 794 311 810</box>
column-divider <box>409 120 411 2329</box>
entry <box>783 1071 1138 1105</box>
entry-text: சி.ரகுவரன், 5-131, பாலமுருகன் கோயில், உடையாப்பட்டி, சேலம். <box>1157 1828 1496 1858</box>
section-heading: பெரியகவுண்டாபுரம் கிளை – 2 <box>121 1819 323 1835</box>
entry <box>45 1881 400 1933</box>
entry <box>419 1510 764 1596</box>
booth-organizer: க.சதீஷ், 40/2, ஜலகண்டாபுரம், மாரியம்மன் கோயில் தெரு, சர்க்கார் நாட்டாமங்கலம், சேலம். <box>860 1231 1128 1261</box>
booth-number: பாகம் – 59 : <box>1157 624 1223 637</box>
entry <box>419 983 764 1018</box>
